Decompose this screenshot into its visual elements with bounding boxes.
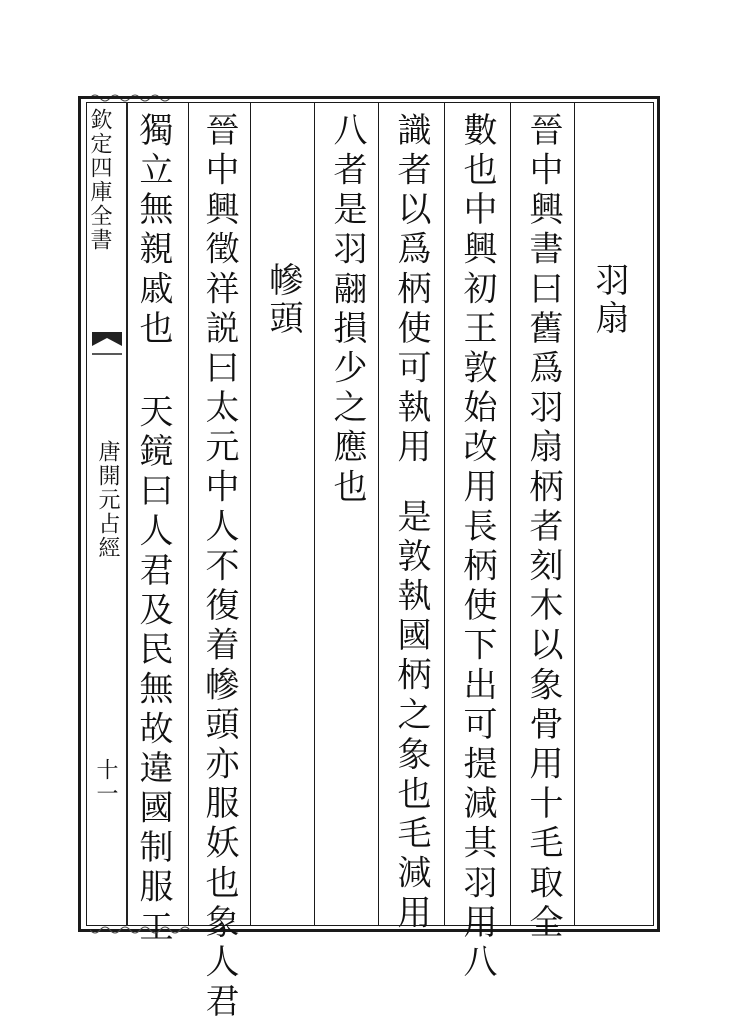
column-rule: [314, 102, 315, 926]
text-column-1: 晉中興書曰舊爲羽扇柄者刻木以象骨用十毛取全: [523, 112, 563, 944]
text-column-2: 數也中興初王敦始改用長柄使下出可提減其羽用八: [457, 112, 497, 984]
text-segment: 是敦執國柄之象也毛減用: [391, 498, 431, 935]
column-rule: [510, 102, 511, 926]
page-number: 十一: [93, 758, 118, 806]
column-rule: [378, 102, 379, 926]
column-rule: [574, 102, 575, 926]
series-title: 欽定四庫全書: [87, 108, 112, 252]
heading-shaotou: 幓頭: [263, 262, 303, 338]
column-rule: [250, 102, 251, 926]
text-column-5: 晉中興徵祥説曰太元中人不復着幓頭亦服妖也象人君: [199, 112, 239, 1023]
bottom-border-ornament: [90, 924, 650, 936]
fold-separator: [126, 102, 128, 926]
fish-tail-mark: [90, 330, 124, 370]
text-column-3: [391, 112, 431, 935]
column-rule: [444, 102, 445, 926]
heading-yushan: 羽扇: [589, 262, 629, 338]
text-segment: 天鏡曰人君及民無故違國制服工: [133, 393, 173, 949]
text-segment: 獨立無親戚也: [133, 112, 173, 350]
column-rule: [188, 102, 189, 926]
text-segment: 識者以爲柄使可執用: [391, 112, 431, 469]
book-title: 唐開元占經: [95, 440, 120, 560]
text-column-6: [133, 112, 173, 949]
text-column-4: 八者是羽翮損少之應也: [327, 112, 367, 508]
